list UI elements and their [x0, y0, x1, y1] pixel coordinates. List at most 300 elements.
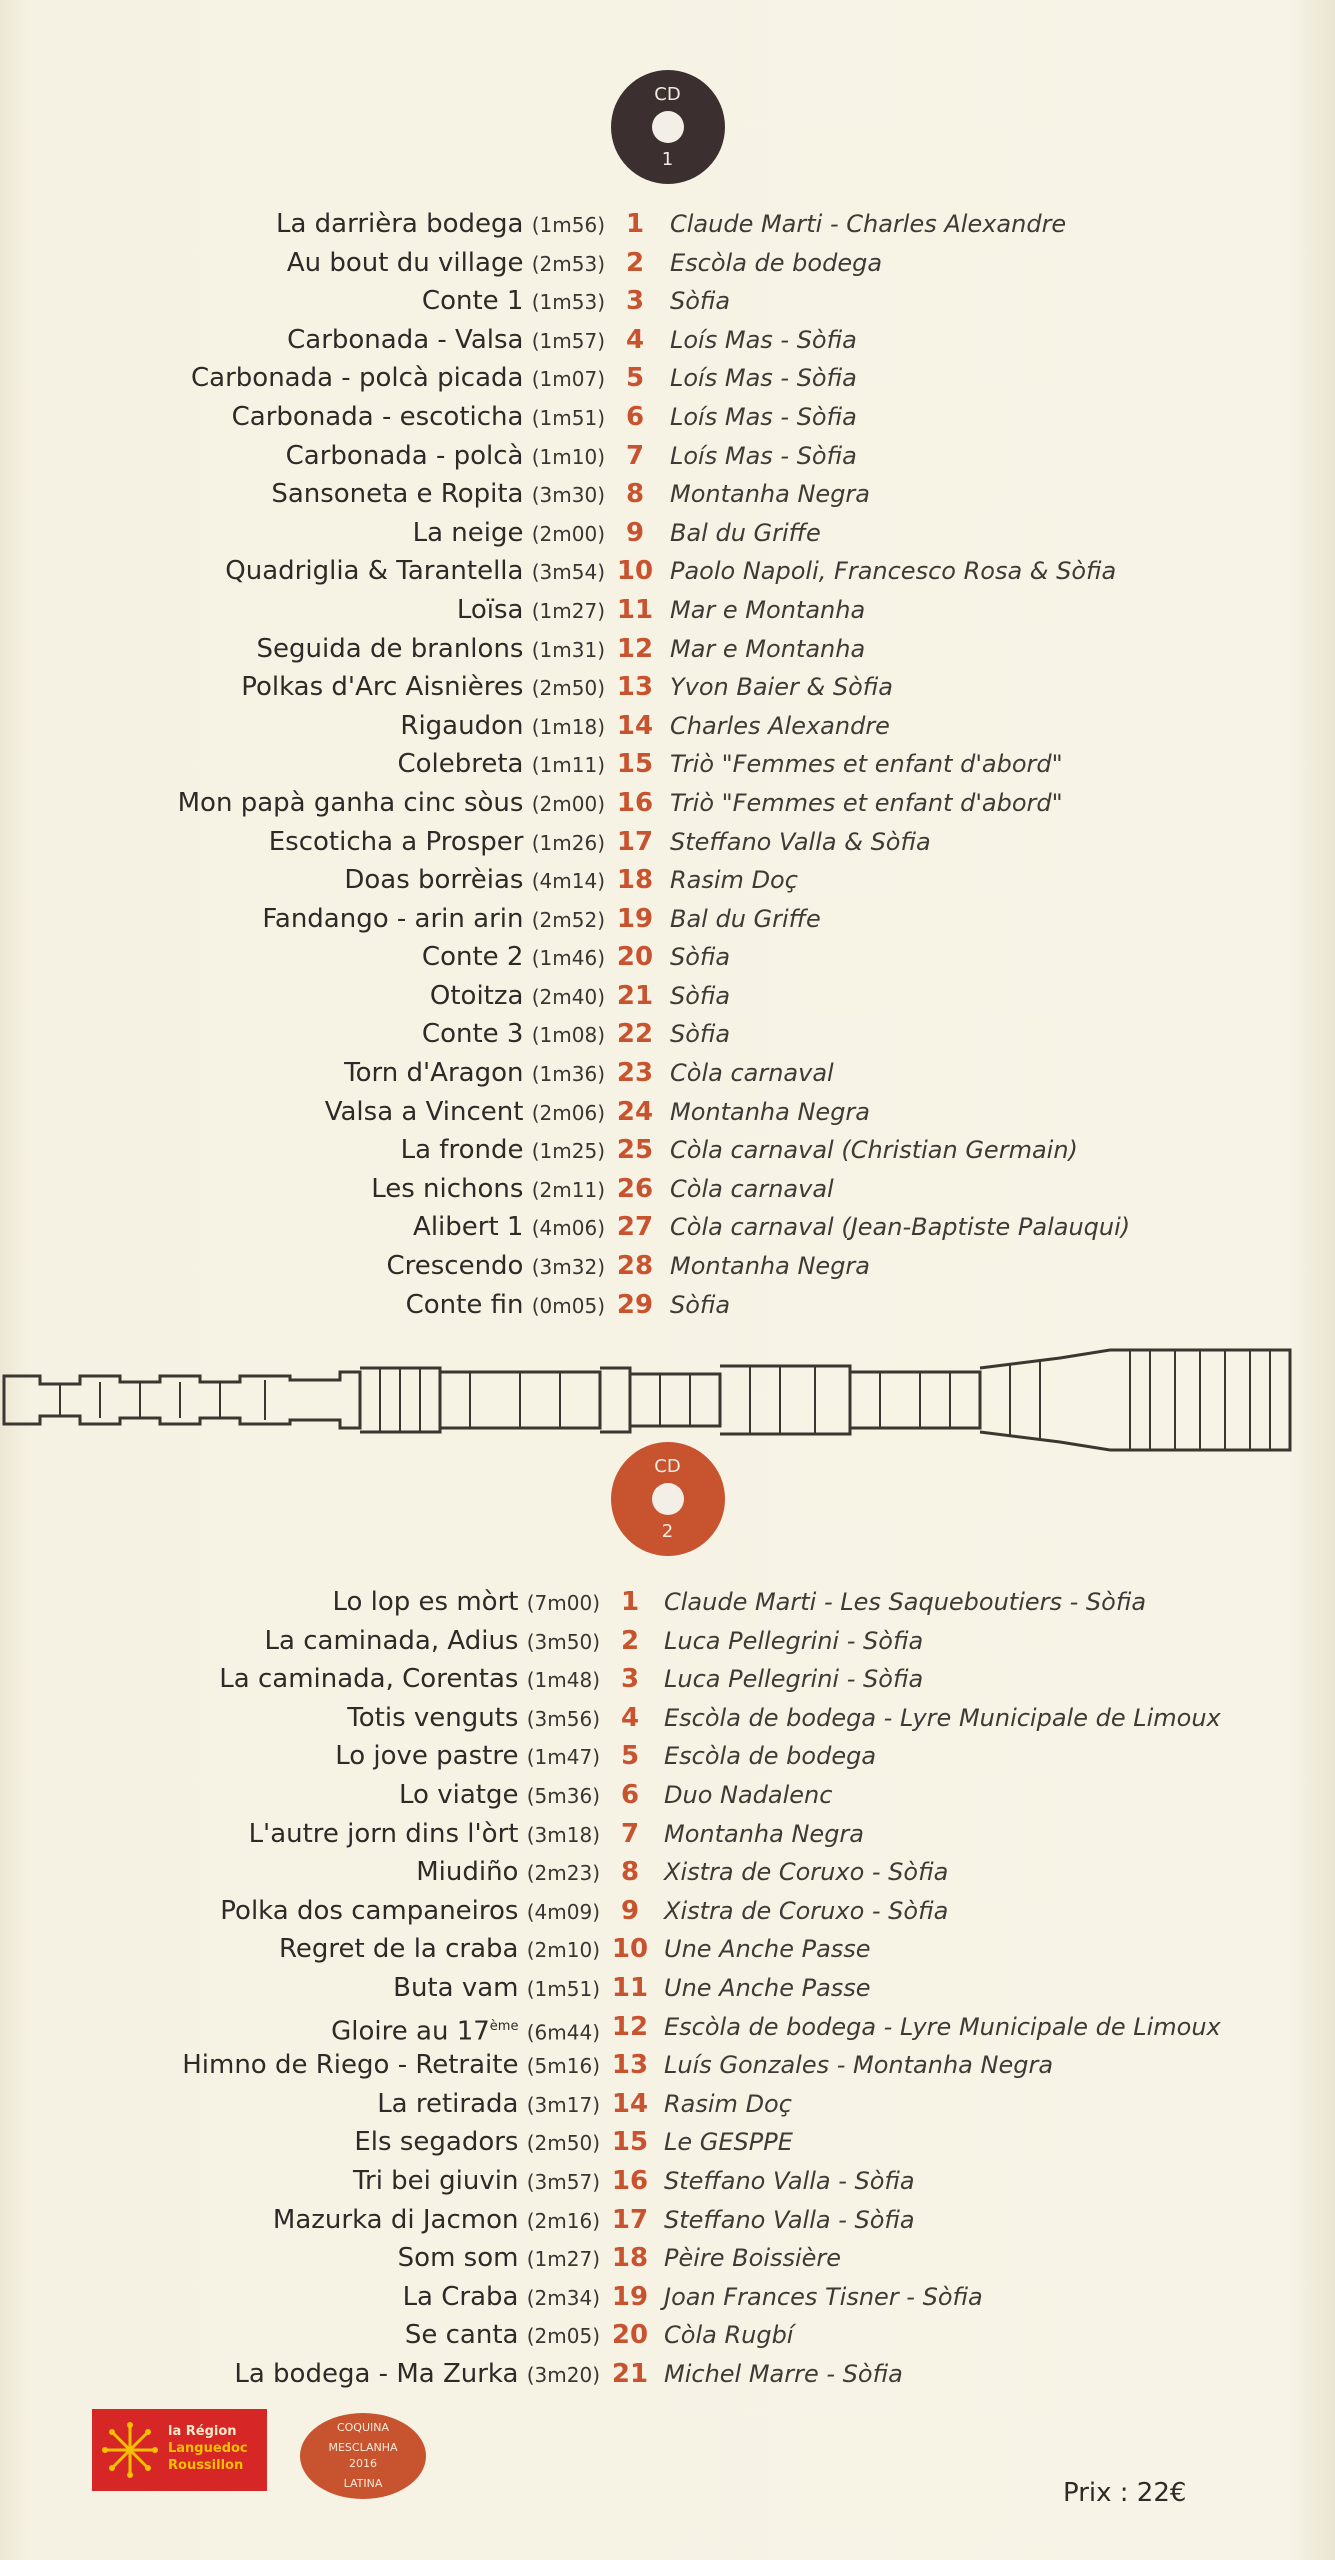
track-row — [0, 2355, 1335, 2394]
track-title-text: Conte fin — [405, 1289, 524, 1320]
track-artist: Xistra de Coruxo - Sòfia — [664, 1858, 949, 1887]
track-artist: Bal du Griffe — [670, 904, 821, 933]
track-artist: Còla carnaval — [670, 1174, 834, 1203]
track-number: 1 — [625, 209, 645, 239]
track-title-text: Escoticha a Prosper — [268, 826, 524, 857]
track-artist: Charles Alexandre — [670, 711, 890, 740]
track-title — [344, 861, 605, 900]
region-logo-line2: Languedoc — [168, 2441, 248, 2456]
track-number: 8 — [620, 1857, 640, 1888]
track-title-text: La caminada, Corentas — [219, 1664, 519, 1695]
track-number: 18 — [616, 865, 654, 896]
track-title — [265, 1622, 600, 1661]
track-artist: Loís Mas - Sòfia — [670, 364, 857, 393]
track-duration: (2m53) — [531, 251, 605, 276]
track-title — [219, 1660, 600, 1699]
track-title-text: La caminada, Adius — [264, 1625, 519, 1656]
track-title — [332, 1583, 600, 1622]
track-artist: Escòla de bodega — [670, 248, 883, 277]
track-row — [0, 1737, 1335, 1776]
track-artist: Rasim Doç — [664, 2089, 792, 2118]
track-duration: (3m56) — [526, 1706, 600, 1731]
track-artist: Claude Marti - Les Saqueboutiers - Sòfia — [664, 1588, 1147, 1616]
track-title-text: Regret de la craba — [278, 1934, 519, 1965]
track-number: 3 — [620, 1664, 640, 1695]
track-number: 27 — [616, 1212, 654, 1243]
track-title — [262, 900, 605, 939]
track-number: 25 — [616, 1135, 654, 1166]
track-artist: Une Anche Passe — [664, 1973, 871, 2002]
track-row — [0, 1853, 1335, 1892]
track-title — [406, 1286, 605, 1325]
track-artist: Escòla de bodega - Lyre Municipale de Limoux — [664, 2012, 1221, 2041]
track-row — [0, 1892, 1335, 1931]
track-row — [0, 630, 1335, 669]
track-duration: (1m11) — [531, 753, 605, 778]
track-duration: (1m26) — [531, 830, 605, 855]
cd1-badge — [611, 70, 725, 184]
track-row — [0, 938, 1335, 977]
track-artist: Escòla de bodega — [664, 1742, 877, 1771]
track-row — [0, 2008, 1335, 2047]
track-number: 10 — [616, 556, 654, 587]
track-number: 9 — [625, 517, 645, 548]
region-logo-line1: la Région — [168, 2424, 237, 2439]
track-number: 16 — [611, 2165, 649, 2196]
track-duration: (6m44) — [526, 2020, 600, 2045]
track-number: 2 — [625, 247, 645, 278]
track-number: 13 — [611, 2050, 649, 2081]
track-number: 23 — [616, 1058, 654, 1089]
coquina-logo-mid: MESCLANHA — [328, 2441, 398, 2454]
track-artist: Còla Rugbí — [664, 2321, 794, 2350]
track-number: 24 — [616, 1096, 654, 1127]
track-title — [178, 784, 605, 823]
track-title — [403, 2278, 600, 2317]
track-duration: (2m34) — [526, 2285, 600, 2310]
track-title-text: Loïsa — [456, 594, 524, 625]
track-title-text: Conte 2 — [421, 942, 524, 973]
track-number: 11 — [616, 594, 654, 625]
track-row — [0, 514, 1335, 553]
track-artist: Rasim Doç — [670, 866, 798, 895]
track-title-text: L'autre jorn dins l'òrt — [248, 1818, 519, 1849]
track-artist: Sòfia — [670, 287, 731, 316]
track-duration: (1m36) — [531, 1062, 605, 1087]
track-duration: (4m06) — [531, 1216, 605, 1241]
track-row — [0, 2046, 1335, 2085]
track-row — [0, 900, 1335, 939]
track-duration: (3m50) — [526, 1629, 600, 1654]
track-row — [0, 2278, 1335, 2317]
track-artist: Bal du Griffe — [670, 518, 821, 547]
track-title — [413, 1208, 605, 1247]
track-duration: (1m51) — [531, 405, 605, 430]
track-title — [397, 745, 605, 784]
track-row — [0, 2239, 1335, 2278]
cd2-badge — [611, 1442, 725, 1556]
track-artist: Mar e Montanha — [670, 595, 866, 624]
track-artist: Loís Mas - Sòfia — [670, 441, 857, 470]
track-duration: (1m18) — [531, 714, 605, 739]
track-title-text: La retirada — [377, 2088, 519, 2119]
track-duration: (1m10) — [531, 444, 605, 469]
track-title — [413, 514, 605, 553]
track-title-text: Se canta — [404, 2320, 519, 2351]
track-row — [0, 2085, 1335, 2124]
track-title — [271, 475, 605, 514]
track-duration: (1m31) — [531, 637, 605, 662]
track-title-text: Som som — [397, 2243, 519, 2274]
track-row — [0, 1622, 1335, 1661]
track-duration: (3m30) — [531, 483, 605, 508]
track-title-text: Valsa a Vincent — [324, 1096, 524, 1127]
price-label: Prix : 22€ — [1063, 2478, 1187, 2508]
coquina-logo — [300, 2413, 426, 2499]
track-duration: (2m50) — [526, 2131, 600, 2156]
track-duration: (2m52) — [531, 907, 605, 932]
track-artist: Montanha Negra — [670, 1097, 871, 1126]
track-title — [234, 2355, 600, 2394]
track-title — [182, 2046, 600, 2085]
track-artist: Luca Pellegrini - Sòfia — [664, 1665, 924, 1694]
track-number: 12 — [611, 2011, 649, 2042]
track-number: 1 — [620, 1587, 640, 1617]
track-title — [347, 1699, 600, 1738]
track-row — [0, 1815, 1335, 1854]
track-title-text: Sansoneta e Ropita — [271, 479, 524, 510]
track-title-text: Carbonada - polcà — [285, 440, 524, 471]
track-title — [353, 2162, 600, 2201]
track-row — [0, 1015, 1335, 1054]
track-title — [225, 552, 605, 591]
track-number: 12 — [616, 633, 654, 664]
track-artist: Une Anche Passe — [664, 1935, 871, 1964]
track-row — [0, 1776, 1335, 1815]
track-title-text: La Craba — [402, 2281, 519, 2312]
track-title-text: Seguida de branlons — [256, 633, 524, 664]
track-duration: (1m27) — [526, 2247, 600, 2272]
cd1-badge-number: 1 — [661, 149, 674, 170]
track-row — [0, 591, 1335, 630]
occitan-cross-icon — [100, 2420, 160, 2480]
track-row — [0, 1208, 1335, 1247]
track-row — [0, 1054, 1335, 1093]
track-duration: (1m56) — [531, 213, 605, 237]
track-duration: (4m14) — [531, 869, 605, 894]
track-artist: Loís Mas - Sòfia — [670, 325, 857, 354]
track-title — [287, 244, 605, 283]
track-title-text: Mon papà ganha cinc sòus — [177, 787, 524, 818]
track-number: 3 — [625, 286, 645, 317]
track-title — [416, 1853, 600, 1892]
track-row — [0, 552, 1335, 591]
track-artist: Sòfia — [670, 943, 731, 972]
track-title — [398, 2239, 600, 2278]
track-title-text: Lo viatge — [399, 1779, 519, 1810]
track-number: 7 — [625, 440, 645, 471]
track-title-text: Rigaudon — [400, 710, 524, 741]
track-number: 13 — [616, 672, 654, 703]
track-title-text: Carbonada - escoticha — [231, 401, 524, 432]
track-title — [401, 1131, 605, 1170]
track-title — [354, 2123, 600, 2162]
track-number: 26 — [616, 1173, 654, 1204]
track-row — [0, 784, 1335, 823]
track-duration: (1m07) — [531, 367, 605, 392]
track-artist: Steffano Valla & Sòfia — [670, 827, 931, 856]
track-artist: Luca Pellegrini - Sòfia — [664, 1626, 924, 1655]
track-artist: Triò "Femmes et enfant d'abord" — [670, 788, 1063, 817]
track-duration: (7m00) — [526, 1591, 600, 1615]
track-title-text: Polkas d'Arc Aisnières — [241, 672, 524, 703]
track-artist: Sòfia — [670, 1020, 731, 1049]
region-logo — [92, 2409, 267, 2491]
track-row — [0, 205, 1335, 244]
cd2-badge-number: 2 — [661, 1521, 674, 1542]
track-title — [422, 282, 605, 321]
track-duration: (2m05) — [526, 2324, 600, 2349]
track-title — [273, 2201, 600, 2240]
track-duration: (1m08) — [531, 1023, 605, 1048]
track-title-text: Au bout du village — [286, 247, 524, 278]
track-number: 9 — [620, 1895, 640, 1926]
track-title-text: Els segadors — [354, 2127, 519, 2158]
track-duration: (3m17) — [526, 2092, 600, 2117]
track-title-superscript: ème — [489, 2018, 519, 2034]
track-artist: Montanha Negra — [670, 480, 871, 509]
track-title-text: La darrièra bodega — [275, 209, 524, 239]
track-duration: (2m40) — [531, 984, 605, 1009]
track-number: 18 — [611, 2243, 649, 2274]
cd-hole-icon — [652, 111, 684, 143]
track-number: 4 — [625, 324, 645, 355]
track-number: 28 — [616, 1251, 654, 1282]
track-artist: Montanha Negra — [670, 1252, 871, 1281]
track-row — [0, 1131, 1335, 1170]
track-title — [422, 938, 605, 977]
track-duration: (3m32) — [531, 1255, 605, 1280]
track-title-text: La fronde — [400, 1135, 524, 1166]
track-title — [191, 359, 605, 398]
track-title — [269, 823, 605, 862]
track-title-text: Miudiño — [416, 1857, 519, 1888]
coquina-logo-bottom: LATINA — [343, 2477, 383, 2490]
track-row — [0, 707, 1335, 746]
track-title — [457, 591, 605, 630]
track-row — [0, 668, 1335, 707]
track-artist: Yvon Baier & Sòfia — [670, 673, 893, 702]
track-title — [325, 1093, 605, 1132]
track-row — [0, 977, 1335, 1016]
track-artist: Michel Marre - Sòfia — [664, 2359, 903, 2388]
track-duration: (2m00) — [531, 521, 605, 546]
track-title — [422, 1015, 605, 1054]
track-duration: (3m18) — [526, 1822, 600, 1847]
track-title-text: Polka dos campaneiros — [220, 1895, 519, 1926]
track-number: 16 — [616, 787, 654, 818]
track-title — [241, 668, 605, 707]
track-title — [286, 437, 605, 476]
track-duration: (5m36) — [526, 1783, 600, 1808]
track-duration: (1m47) — [526, 1745, 600, 1770]
track-row — [0, 282, 1335, 321]
track-number: 2 — [620, 1625, 640, 1656]
track-number: 6 — [620, 1779, 640, 1810]
track-title-text: La bodega - Ma Zurka — [234, 2358, 519, 2389]
track-title-text: La neige — [412, 517, 524, 548]
track-title — [257, 630, 605, 669]
track-artist: Loís Mas - Sòfia — [670, 402, 857, 431]
track-artist: Triò "Femmes et enfant d'abord" — [670, 750, 1063, 779]
track-number: 20 — [611, 2320, 649, 2351]
track-number: 5 — [625, 363, 645, 394]
cd2-badge-label: CD — [654, 1456, 681, 1477]
track-title — [232, 398, 605, 437]
track-row — [0, 475, 1335, 514]
track-duration: (1m46) — [531, 946, 605, 971]
track-title-text: Alibert 1 — [413, 1212, 524, 1243]
track-row — [0, 823, 1335, 862]
track-number: 29 — [616, 1289, 654, 1320]
track-title — [399, 1776, 600, 1815]
track-duration: (2m00) — [531, 791, 605, 816]
track-row — [0, 1930, 1335, 1969]
track-duration: (1m51) — [526, 1976, 600, 2001]
track-title-text: Torn d'Aragon — [344, 1058, 524, 1089]
track-artist: Escòla de bodega - Lyre Municipale de Limoux — [664, 1703, 1221, 1732]
track-title-text: Les nichons — [371, 1173, 524, 1204]
track-title — [276, 205, 605, 244]
track-artist: Pèire Boissière — [664, 2244, 842, 2273]
track-duration: (2m23) — [526, 1861, 600, 1886]
track-title-text: Colebreta — [397, 749, 524, 780]
track-duration: (1m27) — [531, 598, 605, 623]
track-title — [430, 977, 605, 1016]
track-number: 14 — [616, 710, 654, 741]
track-duration: (4m09) — [526, 1899, 600, 1924]
track-artist: Xistra de Coruxo - Sòfia — [664, 1896, 949, 1925]
track-title-text: Carbonada - Valsa — [287, 324, 524, 355]
track-artist: Sòfia — [670, 1290, 731, 1319]
track-title — [220, 1892, 600, 1931]
track-title — [335, 1737, 600, 1776]
track-title-text: Totis venguts — [347, 1702, 519, 1733]
track-duration: (1m53) — [531, 290, 605, 315]
track-row — [0, 2162, 1335, 2201]
track-artist: Steffano Valla - Sòfia — [664, 2205, 915, 2234]
track-title-text: Buta vam — [393, 1972, 519, 2003]
track-title-text: Otoitza — [429, 980, 524, 1011]
track-artist: Montanha Negra — [664, 1819, 865, 1848]
track-title-text: Himno de Riego - Retraite — [182, 2050, 519, 2081]
track-artist: Claude Marti - Charles Alexandre — [670, 210, 1067, 238]
track-artist: Le GESPPE — [664, 2128, 793, 2157]
track-title — [377, 2085, 600, 2124]
track-number: 4 — [620, 1702, 640, 1733]
track-title — [287, 321, 605, 360]
track-artist: Còla carnaval (Jean-Baptiste Palauqui) — [670, 1213, 1131, 1242]
track-number: 17 — [616, 826, 654, 857]
track-duration: (1m48) — [526, 1668, 600, 1693]
track-number: 17 — [611, 2204, 649, 2235]
track-duration: (2m10) — [526, 1938, 600, 1963]
region-logo-line3: Roussillon — [168, 2458, 244, 2473]
track-title-text: Quadriglia & Tarantella — [225, 556, 524, 587]
track-title — [344, 1054, 605, 1093]
track-row — [0, 1699, 1335, 1738]
track-title-text: Conte 3 — [421, 1019, 524, 1050]
track-artist: Còla carnaval — [670, 1059, 834, 1088]
track-title-text: Gloire au 17 — [331, 2016, 490, 2047]
track-artist: Steffano Valla - Sòfia — [664, 2166, 915, 2195]
track-row — [0, 2201, 1335, 2240]
track-number: 19 — [611, 2281, 649, 2312]
cd-hole-icon — [652, 1483, 684, 1515]
track-number: 6 — [625, 401, 645, 432]
track-title-text: Lo lop es mòrt — [332, 1587, 519, 1617]
track-title — [393, 1969, 600, 2008]
track-title-text: Doas borrèias — [344, 865, 524, 896]
track-duration: (2m50) — [531, 676, 605, 701]
track-row — [0, 244, 1335, 283]
track-row — [0, 1247, 1335, 1286]
track-artist: Còla carnaval (Christian Germain) — [670, 1136, 1078, 1165]
track-number: 5 — [620, 1741, 640, 1772]
track-number: 22 — [616, 1019, 654, 1050]
track-artist: Joan Frances Tisner - Sòfia — [664, 2282, 983, 2311]
track-row — [0, 745, 1335, 784]
track-duration: (2m06) — [531, 1100, 605, 1125]
track-number: 7 — [620, 1818, 640, 1849]
track-row — [0, 861, 1335, 900]
track-number: 11 — [611, 1972, 649, 2003]
track-title-text: Conte 1 — [421, 286, 524, 317]
track-number: 15 — [616, 749, 654, 780]
track-title — [386, 1247, 605, 1286]
track-row — [0, 2123, 1335, 2162]
track-title-text: Lo jove pastre — [335, 1741, 519, 1772]
track-title — [279, 1930, 600, 1969]
track-row — [0, 1093, 1335, 1132]
track-title — [405, 2316, 600, 2355]
track-title-text: Carbonada - polcà picada — [191, 363, 524, 394]
track-number: 14 — [611, 2088, 649, 2119]
track-title-text: Mazurka di Jacmon — [272, 2204, 519, 2235]
track-title — [400, 707, 605, 746]
track-row — [0, 1170, 1335, 1209]
coquina-logo-top: COQUINA — [336, 2421, 390, 2434]
track-artist: Mar e Montanha — [670, 634, 866, 663]
cd1-badge-label: CD — [654, 84, 681, 105]
track-row — [0, 321, 1335, 360]
track-row — [0, 437, 1335, 476]
track-row — [0, 1660, 1335, 1699]
track-number: 21 — [616, 980, 654, 1011]
track-artist: Duo Nadalenc — [664, 1780, 833, 1809]
track-row — [0, 1969, 1335, 2008]
track-number: 19 — [616, 903, 654, 934]
track-number: 10 — [611, 1934, 649, 1965]
track-row — [0, 359, 1335, 398]
cd2-tracklist — [0, 1583, 1335, 2393]
track-duration: (2m11) — [531, 1177, 605, 1202]
coquina-logo-year: 2016 — [349, 2457, 377, 2470]
track-title — [371, 1170, 605, 1209]
track-duration: (3m54) — [531, 560, 605, 585]
track-title — [249, 1815, 600, 1854]
track-duration: (1m57) — [531, 328, 605, 353]
